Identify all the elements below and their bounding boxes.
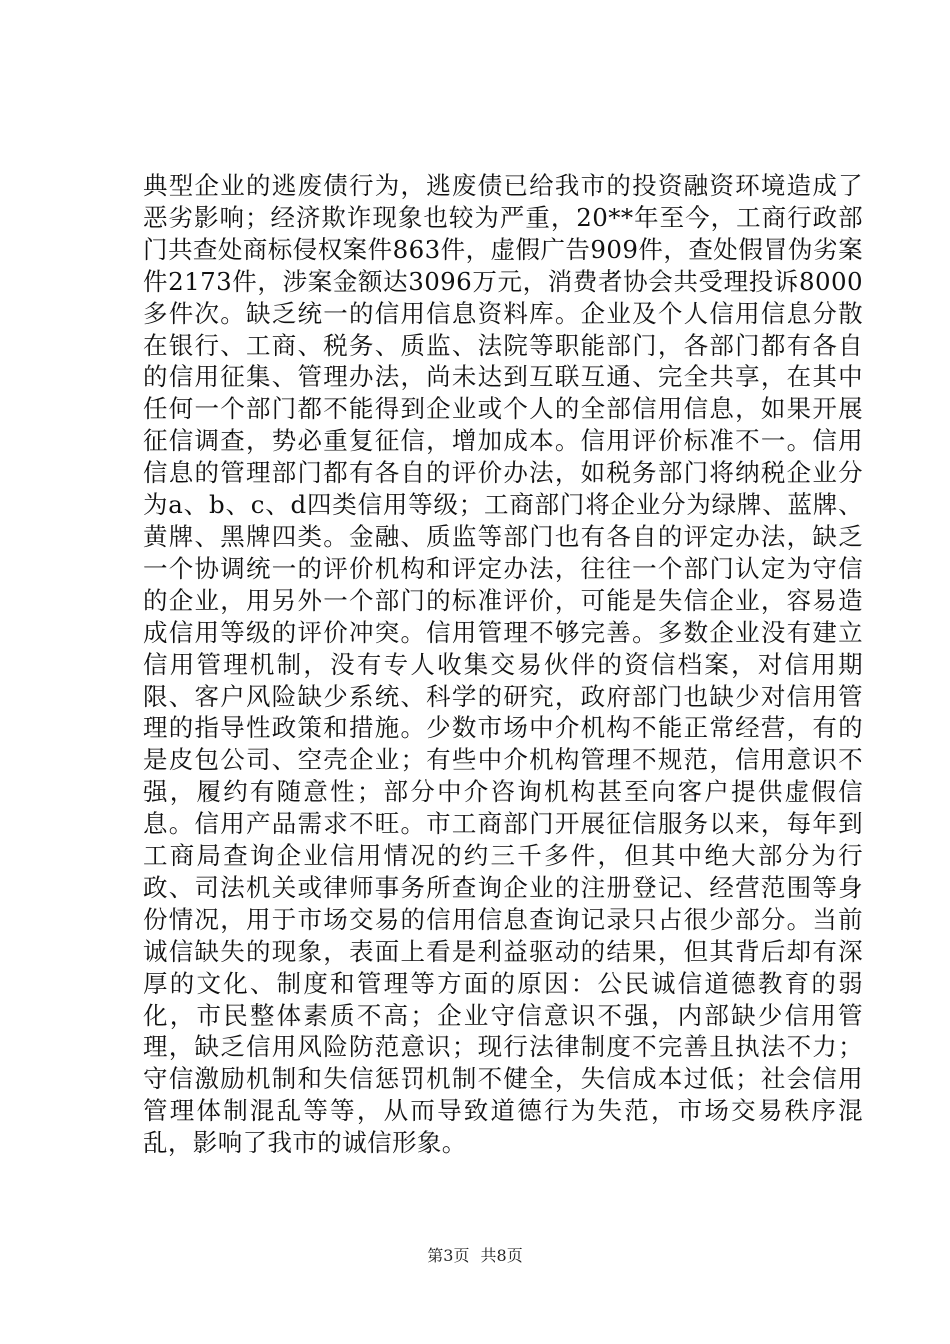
page-number: 第3页 (427, 1246, 470, 1265)
body-paragraph: 典型企业的逃废债行为，逃废债已给我市的投资融资环境造成了恶劣影响；经济欺诈现象也较为严重，20**年至今，工商行政部门共查处商标侵权案件863件，虚假广告909件，查处假冒伪劣案件2173件，涉案金额达3096万元，消费者协会共受理投诉8000多件次。缺乏统一的信用信息资料库。企业及个人信用信息分散在银行、工商、税务、质监、法院等职能部门，各部门都有各自的信用征集、管理办法，尚未达到互联互通、完全共享，在其中任何一个部门都不能得到企业或个人的全部信用信息，如果开展征信调查，势必重复征信，增加成本。信用评价标准不一。信用信息的管理部门都有各自的评价办法，如税务部门将纳税企业分为a、b、c、d四类信用等级；工商部门将企业分为绿牌、蓝牌、黄牌、黑牌四类。金融、质监等部门也有各自的评定办法，缺乏一个协调统一的评价机构和评定办法，往往一个部门认定为守信的企业，用另外一个部门的标准评价，可能是失信企业，容易造成信用等级的评价冲突。信用管理不够完善。多数企业没有建立信用管理机制，没有专人收集交易伙伴的资信档案，对信用期限、客户风险缺少系统、科学的研究，政府部门也缺少对信用管理的指导性政策和措施。少数市场中介机构不能正常经营，有的是皮包公司、空壳企业；有些中介机构管理不规范，信用意识不强，履约有随意性；部分中介咨询机构甚至向客户提供虚假信息。信用产品需求不旺。市工商部门开展征信服务以来，每年到工商局查询企业信用情况的约三千多件，但其中绝大部分为行政、司法机关或律师事务所查询企业的注册登记、经营范围等身份情况，用于市场交易的信用信息查询记录只占很少部分。当前诚信缺失的现象，表面上看是利益驱动的结果，但其背后却有深厚的文化、制度和管理等方面的原因：公民诚信道德教育的弱化，市民整体素质不高；企业守信意识不强，内部缺少信用管理，缺乏信用风险防范意识；现行法律制度不完善且执法不力；守信激励机制和失信惩罚机制不健全，失信成本过低；社会信用管理体制混乱等等，从而导致道德行为失范，市场交易秩序混乱，影响了我市的诚信形象。 (143, 171, 863, 1158)
page-total: 共8页 (480, 1246, 523, 1265)
page-footer (0, 1243, 950, 1266)
